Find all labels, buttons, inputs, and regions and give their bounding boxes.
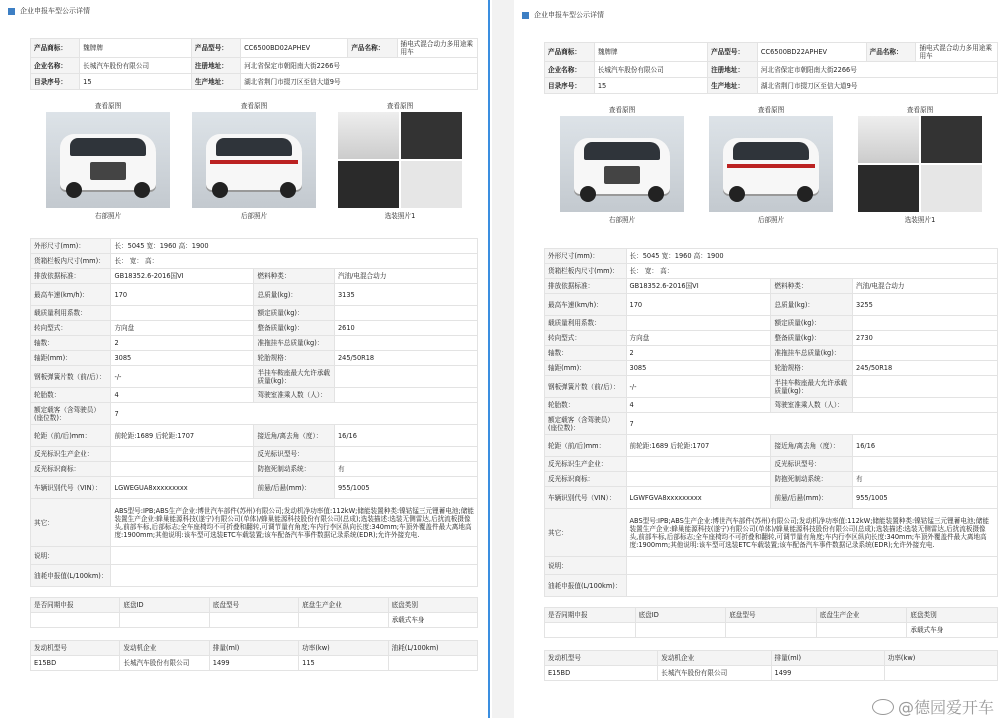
spec-row	[545, 398, 998, 413]
engine-header: 发动机型号	[545, 651, 658, 666]
spec-row	[31, 477, 478, 499]
spec-label: 轴距(mm)：	[31, 351, 111, 366]
spec-row	[545, 294, 998, 316]
spec-value: 4	[111, 388, 254, 403]
window-icon	[8, 8, 15, 15]
spec-label: 外形尺寸(mm)：	[545, 249, 627, 264]
spec-row	[545, 472, 998, 487]
spec-value: 3135	[334, 284, 477, 306]
catalog-value: 15	[80, 74, 192, 90]
spec-row	[545, 361, 998, 376]
spec-value	[334, 388, 477, 403]
optional-photo-collage[interactable]	[858, 116, 982, 212]
prod-addr-value: 湖北省荆门市掇刀区至信大道9号	[757, 78, 997, 94]
spec-value: 2	[626, 346, 771, 361]
spec-row	[31, 351, 478, 366]
brand-label: 产品商标：	[31, 39, 80, 58]
spec-row	[545, 279, 998, 294]
spec-label: 整备质量(kg)：	[771, 331, 853, 346]
spec-label: 说明：	[31, 547, 111, 565]
spec-row	[545, 264, 998, 279]
model-value: CC6500BD02APHEV	[241, 39, 348, 58]
catalog-label: 目录序号：	[545, 78, 595, 94]
engine-header: 功率(kw)	[884, 651, 997, 666]
spec-value: 有	[334, 462, 477, 477]
view-original-link[interactable]: 查看原图	[240, 102, 268, 111]
rear-photo-image[interactable]	[709, 116, 833, 212]
optional-photo-collage[interactable]	[338, 112, 462, 208]
spec-row	[31, 403, 478, 425]
spec-table	[30, 238, 478, 587]
engine-header: 油耗(L/100km)	[388, 641, 477, 656]
spec-value: 长： 宽： 高：	[111, 254, 478, 269]
spec-label: 油耗申报值(L/100km)：	[545, 575, 627, 597]
window-titlebar	[514, 4, 1000, 26]
optional-photo-caption: 选装照片1	[384, 212, 416, 221]
spec-value: 有	[853, 472, 998, 487]
chassis-cell	[120, 613, 209, 628]
spec-label: 轮距（前/后)mm：	[545, 435, 627, 457]
chassis-cell	[545, 623, 636, 638]
spec-value: 方向盘	[111, 321, 254, 336]
spec-value	[626, 557, 997, 575]
spec-row	[31, 462, 478, 477]
photo-gallery	[30, 100, 478, 230]
engine-cell: 1499	[771, 666, 884, 681]
spec-value: 3255	[853, 294, 998, 316]
spec-value: 170	[626, 294, 771, 316]
company-value: 长城汽车股份有限公司	[80, 58, 192, 74]
reg-addr-label: 注册地址：	[191, 58, 240, 74]
name-value: 插电式混合动力多用途乘用车	[916, 43, 998, 62]
spec-label: 油耗申报值(L/100km)：	[31, 565, 111, 587]
spec-row	[545, 509, 998, 557]
spec-label: 反光标识商标：	[31, 462, 111, 477]
spec-label: 钢板弹簧片数（前/后）：	[545, 376, 627, 398]
front-photo-caption: 右部照片	[94, 212, 122, 221]
spec-label: 轮胎规格：	[254, 351, 334, 366]
detail-content	[544, 42, 998, 718]
catalog-value: 15	[594, 78, 707, 94]
front-photo-caption: 右部照片	[608, 216, 636, 225]
spec-row	[545, 413, 998, 435]
view-original-link[interactable]: 查看原图	[386, 102, 414, 111]
spec-value: 7	[626, 413, 997, 435]
spec-value: 前轮距:1689 后轮距:1707	[626, 435, 771, 457]
chassis-header: 底盘ID	[120, 598, 209, 613]
chassis-cell	[816, 623, 907, 638]
spec-value: ABS型号:IPB;ABS生产企业:博世汽车部件(苏州)有限公司;发动机净功率值:112kW;储能装置种类:镍钴锰三元锂蓄电池;储能装置生产企业:蜂巢能源科技(遂宁)有限公司(单体)/蜂巢能源科技股份有限公司(总成);选装描述:选装无侧雷达,后扰流板摄像头,前部车标,后部标志;全车座椅均不可折叠和翻转,可调节量有角度;车内行李区纵向长度:340mm;车顶外覆盖件最大离地高度:1900mm;其他说明:该车型可选装ETC车载装置;该车配备汽车事件数据记录系统(EDR);允许外接充电.	[111, 499, 478, 547]
spec-value: LGWFGVA8xxxxxxxxx	[626, 487, 771, 509]
front-photo-image[interactable]	[46, 112, 170, 208]
chassis-cell	[726, 623, 817, 638]
spec-value: 7	[111, 403, 478, 425]
spec-label: 驾驶室准乘人数（人）：	[254, 388, 334, 403]
photo-gallery	[544, 104, 998, 234]
spec-label: 载质量利用系数：	[545, 316, 627, 331]
spec-row	[545, 487, 998, 509]
spec-label: 外形尺寸(mm)：	[31, 239, 111, 254]
engine-header: 发动机型号	[31, 641, 120, 656]
brand-value: 魏牌牌	[594, 43, 707, 62]
spec-value: 方向盘	[626, 331, 771, 346]
spec-label: 总质量(kg)：	[771, 294, 853, 316]
spec-value: 245/50R18	[334, 351, 477, 366]
spec-row	[545, 457, 998, 472]
basic-info-table	[30, 38, 478, 90]
spec-label: 半挂车鞍座最大允许承载质量(kg)：	[254, 366, 334, 388]
spec-row	[31, 239, 478, 254]
name-label: 产品名称：	[866, 43, 916, 62]
chassis-cell	[299, 613, 388, 628]
spec-label: 其它：	[31, 499, 111, 547]
spec-label: 额定载客（含驾驶员）(座位数)：	[31, 403, 111, 425]
prod-addr-label: 生产地址：	[708, 78, 758, 94]
window-icon	[522, 12, 529, 19]
spec-value: 2610	[334, 321, 477, 336]
basic-info-table	[544, 42, 998, 94]
prod-addr-value: 湖北省荆门市掇刀区至信大道9号	[241, 74, 478, 90]
spec-label: 轮距（前/后)mm：	[31, 425, 111, 447]
spec-table	[544, 248, 998, 597]
engine-cell: 1499	[209, 656, 298, 671]
spec-label: 轴距(mm)：	[545, 361, 627, 376]
spec-label: 车辆识别代号（VIN）：	[545, 487, 627, 509]
company-value: 长城汽车股份有限公司	[594, 62, 707, 78]
spec-row	[31, 269, 478, 284]
chassis-header: 底盘型号	[726, 608, 817, 623]
spec-value	[111, 306, 254, 321]
spec-label: 说明：	[545, 557, 627, 575]
window-title: 企业申报车型公示详情	[20, 7, 90, 15]
model-value: CC6500BD22APHEV	[757, 43, 866, 62]
spec-value	[853, 346, 998, 361]
rear-photo-caption: 后部照片	[240, 212, 268, 221]
spec-row	[545, 376, 998, 398]
spec-row	[545, 575, 998, 597]
spec-label: 准拖挂车总质量(kg)：	[771, 346, 853, 361]
chassis-header: 底盘ID	[635, 608, 726, 623]
view-original-link[interactable]: 查看原图	[94, 102, 122, 111]
name-label: 产品名称：	[348, 39, 397, 58]
spec-row	[31, 425, 478, 447]
front-photo[interactable]	[560, 104, 684, 234]
spec-row	[31, 336, 478, 351]
spec-value	[853, 398, 998, 413]
spec-value: 955/1005	[853, 487, 998, 509]
model-label: 产品型号：	[708, 43, 758, 62]
engine-header: 排量(ml)	[771, 651, 884, 666]
optional-photo-caption: 选装照片1	[904, 216, 936, 225]
chassis-cell	[209, 613, 298, 628]
engine-cell: E15BD	[545, 666, 658, 681]
chassis-cell: 承载式车身	[388, 613, 477, 628]
front-photo-image[interactable]	[560, 116, 684, 212]
reg-addr-label: 注册地址：	[708, 62, 758, 78]
engine-table	[30, 640, 478, 671]
spec-label: 反光标识型号：	[771, 457, 853, 472]
spec-label: 最高车速(km/h)：	[545, 294, 627, 316]
spec-label: 接近角/离去角（度）：	[254, 425, 334, 447]
spec-label: 轮胎数：	[31, 388, 111, 403]
spec-row	[31, 306, 478, 321]
spec-label: 防抱死制动系统：	[771, 472, 853, 487]
spec-row	[545, 435, 998, 457]
spec-label: 轴数：	[31, 336, 111, 351]
detail-content	[30, 38, 478, 718]
spec-label: 货箱栏板内尺寸(mm)：	[545, 264, 627, 279]
spec-value	[334, 306, 477, 321]
spec-value	[853, 316, 998, 331]
engine-cell: 长城汽车股份有限公司	[120, 656, 209, 671]
rear-photo-caption: 后部照片	[757, 216, 785, 225]
front-photo[interactable]	[46, 100, 170, 230]
catalog-label: 目录序号：	[31, 74, 80, 90]
spec-label: 半挂车鞍座最大允许承载质量(kg)：	[771, 376, 853, 398]
spec-label: 轮胎数：	[545, 398, 627, 413]
spec-label: 接近角/离去角（度）：	[771, 435, 853, 457]
chassis-header: 是否同期申报	[545, 608, 636, 623]
chassis-table	[544, 607, 998, 638]
spec-value: GB18352.6-2016国VI	[626, 279, 771, 294]
window-titlebar	[0, 0, 488, 22]
spec-label: 货箱栏板内尺寸(mm)：	[31, 254, 111, 269]
spec-label: 反光标识生产企业：	[31, 447, 111, 462]
right-panel	[514, 4, 1000, 718]
reg-addr-value: 河北省保定市朝阳南大街2266号	[757, 62, 997, 78]
spec-row	[31, 565, 478, 587]
spec-value: 2730	[853, 331, 998, 346]
spec-label: 排放依据标准：	[31, 269, 111, 284]
spec-value	[111, 565, 478, 587]
rear-photo[interactable]	[709, 104, 833, 234]
chassis-table	[30, 597, 478, 628]
spec-label: 额定载客（含驾驶员）(座位数)：	[545, 413, 627, 435]
engine-header: 发动机企业	[658, 651, 771, 666]
left-panel	[0, 0, 490, 718]
spec-value: 16/16	[334, 425, 477, 447]
spec-label: 前悬/后悬(mm)：	[771, 487, 853, 509]
spec-label: 驾驶室准乘人数（人）：	[771, 398, 853, 413]
view-original-link[interactable]: 查看原图	[608, 106, 636, 115]
chassis-header: 是否同期申报	[31, 598, 120, 613]
spec-value	[334, 447, 477, 462]
spec-row	[31, 254, 478, 269]
spec-label: 钢板弹簧片数（前/后）：	[31, 366, 111, 388]
spec-label: 额定质量(kg)：	[771, 316, 853, 331]
spec-value: 2	[111, 336, 254, 351]
brand-value: 魏牌牌	[80, 39, 192, 58]
engine-header: 功率(kw)	[299, 641, 388, 656]
spec-value	[626, 457, 771, 472]
spec-value: 前轮距:1689 后轮距:1707	[111, 425, 254, 447]
spec-value	[626, 316, 771, 331]
spec-value: 955/1005	[334, 477, 477, 499]
model-label: 产品型号：	[191, 39, 240, 58]
engine-cell	[884, 666, 997, 681]
optional-photo[interactable]	[338, 100, 462, 230]
spec-value	[853, 457, 998, 472]
watermark-text: @德园爱开车	[897, 698, 994, 717]
spec-label: 准拖挂车总质量(kg)：	[254, 336, 334, 351]
spec-value: 16/16	[853, 435, 998, 457]
spec-label: 总质量(kg)：	[254, 284, 334, 306]
view-original-link[interactable]: 查看原图	[906, 106, 934, 115]
spec-label: 反光标识型号：	[254, 447, 334, 462]
spec-label: 前悬/后悬(mm)：	[254, 477, 334, 499]
spec-row	[545, 346, 998, 361]
spec-value: 长：5045 宽：1960 高：1900	[626, 249, 997, 264]
prod-addr-label: 生产地址：	[191, 74, 240, 90]
spec-label: 转向型式：	[545, 331, 627, 346]
spec-value: 长：5045 宽：1960 高：1900	[111, 239, 478, 254]
spec-label: 额定质量(kg)：	[254, 306, 334, 321]
chassis-header: 底盘类别	[388, 598, 477, 613]
chassis-cell: 承载式车身	[907, 623, 998, 638]
spec-row	[545, 316, 998, 331]
engine-cell: E15BD	[31, 656, 120, 671]
spec-value	[111, 447, 254, 462]
spec-value: -/-	[626, 376, 771, 398]
reg-addr-value: 河北省保定市朝阳南大街2266号	[241, 58, 478, 74]
spec-value: GB18352.6-2016国VI	[111, 269, 254, 284]
chassis-header: 底盘生产企业	[816, 608, 907, 623]
chassis-cell	[31, 613, 120, 628]
engine-header: 排量(ml)	[209, 641, 298, 656]
spec-row	[545, 249, 998, 264]
engine-header: 发动机企业	[120, 641, 209, 656]
spec-value: 长： 宽： 高：	[626, 264, 997, 279]
spec-value: -/-	[111, 366, 254, 388]
spec-row	[31, 499, 478, 547]
view-original-link[interactable]: 查看原图	[757, 106, 785, 115]
name-value: 插电式混合动力多用途乘用车	[397, 39, 478, 58]
spec-row	[545, 331, 998, 346]
spec-row	[545, 557, 998, 575]
spec-label: 轮胎规格：	[771, 361, 853, 376]
spec-label: 整备质量(kg)：	[254, 321, 334, 336]
spec-value	[111, 462, 254, 477]
spec-row	[31, 447, 478, 462]
spec-value	[853, 376, 998, 398]
spec-row	[31, 547, 478, 565]
spec-value: 170	[111, 284, 254, 306]
spec-value	[626, 575, 997, 597]
spec-value	[334, 336, 477, 351]
spec-label: 最高车速(km/h)：	[31, 284, 111, 306]
spec-value: 汽油/电混合动力	[334, 269, 477, 284]
spec-label: 转向型式：	[31, 321, 111, 336]
engine-cell: 长城汽车股份有限公司	[658, 666, 771, 681]
spec-label: 燃料种类：	[771, 279, 853, 294]
spec-label: 排放依据标准：	[545, 279, 627, 294]
spec-label: 轴数：	[545, 346, 627, 361]
engine-cell: 115	[299, 656, 388, 671]
spec-label: 反光标识商标：	[545, 472, 627, 487]
spec-label: 反光标识生产企业：	[545, 457, 627, 472]
watermark	[872, 695, 994, 718]
engine-cell	[388, 656, 477, 671]
spec-label: 燃料种类：	[254, 269, 334, 284]
optional-photo[interactable]	[858, 104, 982, 234]
spec-label: 车辆识别代号（VIN）：	[31, 477, 111, 499]
company-label: 企业名称：	[31, 58, 80, 74]
chassis-header: 底盘类别	[907, 608, 998, 623]
spec-value: 汽油/电混合动力	[853, 279, 998, 294]
rear-photo-image[interactable]	[192, 112, 316, 208]
chassis-cell	[635, 623, 726, 638]
panel-gap	[492, 0, 514, 718]
spec-value: 4	[626, 398, 771, 413]
spec-value: 3085	[626, 361, 771, 376]
spec-value: 3085	[111, 351, 254, 366]
company-label: 企业名称：	[545, 62, 595, 78]
spec-value: 245/50R18	[853, 361, 998, 376]
spec-value	[111, 547, 478, 565]
spec-value	[334, 366, 477, 388]
spec-label: 防抱死制动系统：	[254, 462, 334, 477]
spec-value: LGWEGUA8xxxxxxxxx	[111, 477, 254, 499]
spec-row	[31, 366, 478, 388]
spec-row	[31, 284, 478, 306]
spec-label: 其它：	[545, 509, 627, 557]
brand-label: 产品商标：	[545, 43, 595, 62]
weibo-icon	[872, 699, 894, 715]
chassis-header: 底盘生产企业	[299, 598, 388, 613]
engine-table	[544, 650, 998, 681]
spec-label: 载质量利用系数：	[31, 306, 111, 321]
spec-row	[31, 321, 478, 336]
spec-row	[31, 388, 478, 403]
rear-photo[interactable]	[192, 100, 316, 230]
window-title: 企业申报车型公示详情	[534, 11, 604, 19]
spec-value	[626, 472, 771, 487]
chassis-header: 底盘型号	[209, 598, 298, 613]
spec-value: ABS型号:IPB;ABS生产企业:博世汽车部件(苏州)有限公司;发动机净功率值:112kW;储能装置种类:镍钴锰三元锂蓄电池;储能装置生产企业:蜂巢能源科技(遂宁)有限公司(单体)/蜂巢能源科技股份有限公司(总成);选装描述:选装无侧雷达,后扰流板摄像头,前部车标,后部标志;全车座椅均不可折叠和翻转,可调节量有角度;车内行李区纵向长度:340mm;车顶外覆盖件最大离地高度:1900mm;其他说明:该车型可选装ETC车载装置;该车配备汽车事件数据记录系统(EDR);允许外接充电.	[626, 509, 997, 557]
